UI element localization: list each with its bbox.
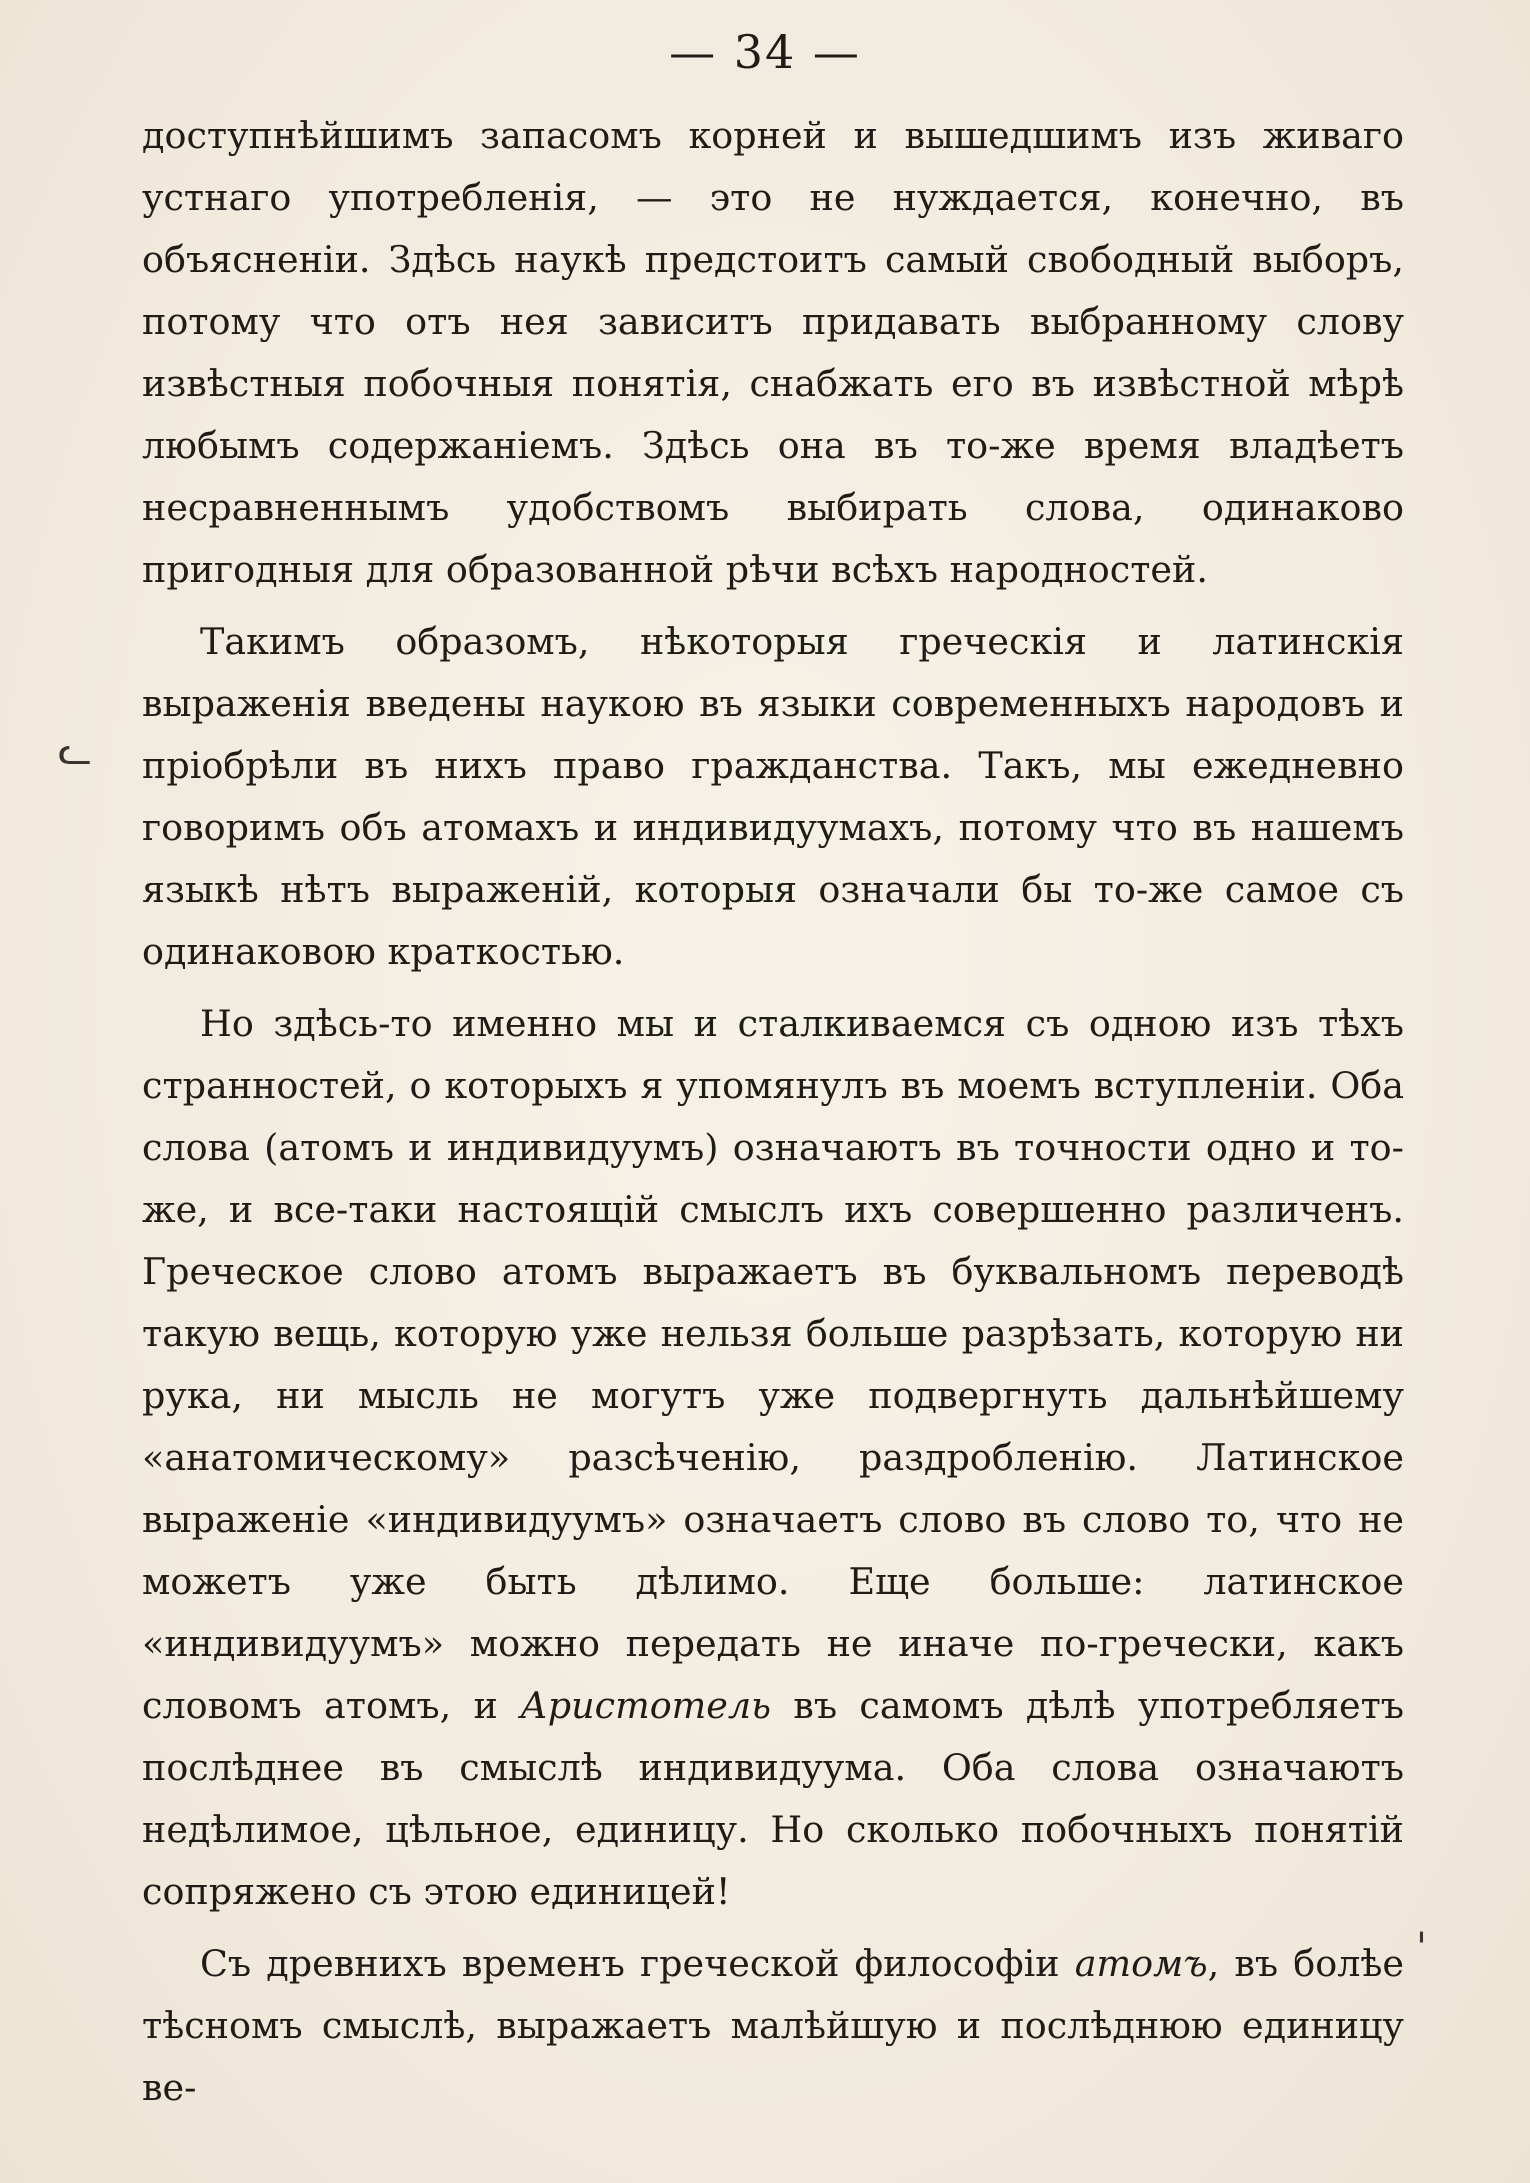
paragraph-2: Такимъ образомъ, нѣкоторыя греческія и латинскія выраженія введены наукою въ языки современныхъ народовъ и пріобрѣли въ нихъ право гражданства. Такъ, мы ежедневно говоримъ объ атомахъ и индивидуумахъ, потому что въ нашемъ языкѣ нѣтъ выраженій, которыя означали бы то-же самое съ одинаковою краткостью.	[142, 620, 1404, 973]
paragraph-3-part-2: въ самомъ дѣлѣ употребляетъ послѣднее въ смыслѣ индивидуума. Оба слова означаютъ недѣлимое, цѣльное, единицу. Но сколько побочныхъ понятій сопряжено съ этою единицей!	[142, 1684, 1404, 1913]
paragraph-4-italic-atom: атомъ	[1074, 1942, 1208, 1985]
paragraph-3-italic-aristotle: Аристотель	[520, 1684, 771, 1727]
paragraph-4	[142, 1933, 1404, 2119]
paragraph-3	[142, 993, 1404, 1923]
right-margin-mark: '	[1416, 1925, 1427, 1971]
body-text	[142, 105, 1404, 2129]
left-margin-mark: ᓚ	[58, 728, 93, 774]
paragraph-4-part-1: Съ древнихъ временъ греческой философіи	[200, 1942, 1075, 1985]
page-number: — 34 —	[669, 25, 861, 79]
paragraph-3-part-1: Но здѣсь-то именно мы и сталкиваемся съ одною изъ тѣхъ странностей, о которыхъ я упомянулъ въ моемъ вступленіи. Оба слова (атомъ и индивидуумъ) означаютъ въ точности одно и то-же, и все-таки настоящій смыслъ ихъ совершенно различенъ. Греческое слово атомъ выражаетъ въ буквальномъ переводѣ такую вещь, которую уже нельзя больше разрѣзать, которую ни рука, ни мысль не могутъ уже подвергнуть дальнѣйшему «анатомическому» разсѣченію, раздробленію. Латинское выраженіе «индивидуумъ» означаетъ слово въ слово то, что не можетъ уже быть дѣлимо. Еще больше: латинское «индивидуумъ» можно передать не иначе по-гречески, какъ словомъ атомъ, и	[142, 1002, 1404, 1727]
paragraph-1: доступнѣйшимъ запасомъ корней и вышедшимъ изъ живаго устнаго употребленія, — это не нуждается, конечно, въ объясненіи. Здѣсь наукѣ предстоитъ самый свободный выборъ, потому что отъ нея зависитъ придавать выбранному слову извѣстныя побочныя понятія, снабжать его въ извѣстной мѣрѣ любымъ содержаніемъ. Здѣсь она въ то-же время владѣетъ несравненнымъ удобствомъ выбирать слова, одинаково пригодныя для образованной рѣчи всѣхъ народностей.	[142, 114, 1404, 591]
paragraph-4-part-2: , въ болѣе тѣсномъ смыслѣ, выражаетъ малѣйшую и послѣднюю единицу ве-	[142, 1942, 1405, 2109]
